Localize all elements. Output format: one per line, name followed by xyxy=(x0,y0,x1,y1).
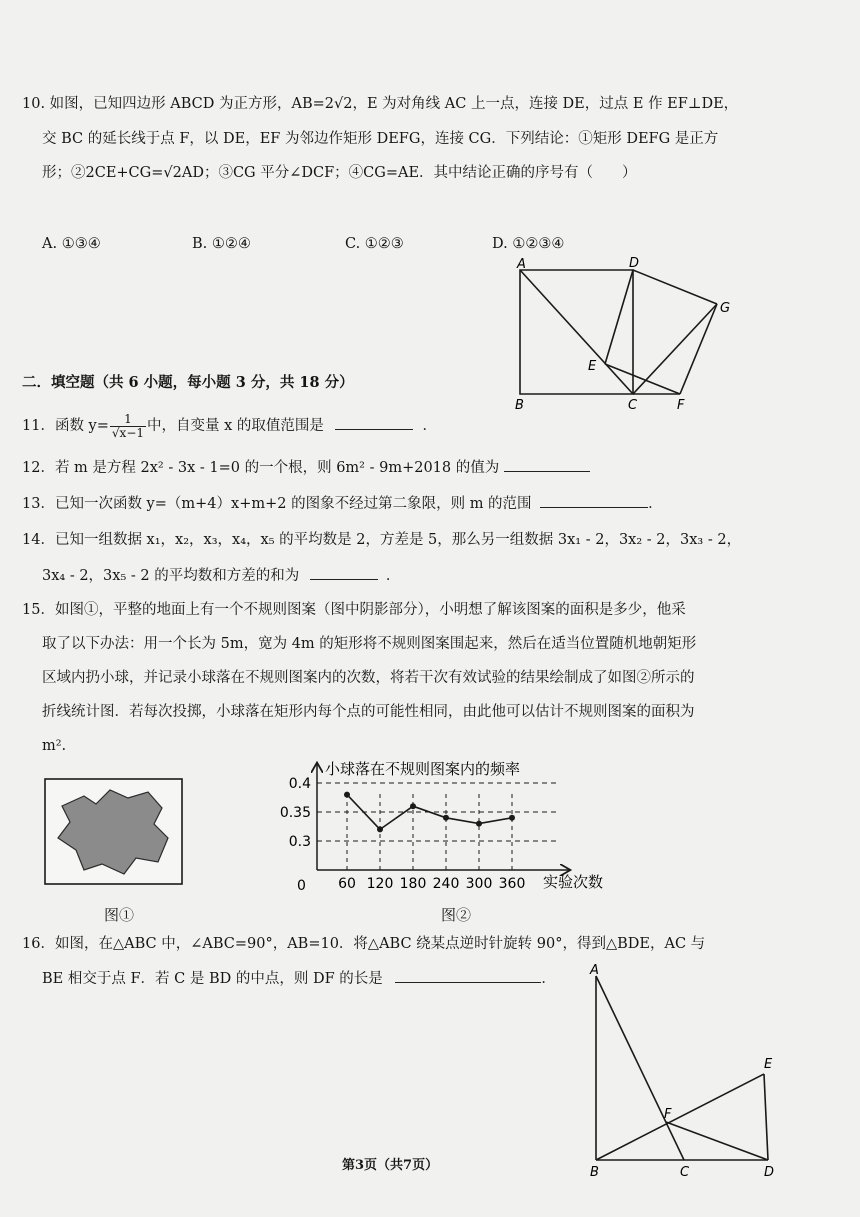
q10-label-f: F xyxy=(677,398,685,412)
q10-option-d: D. ①②③④ xyxy=(492,236,565,252)
q16-label-f: F xyxy=(664,1107,672,1122)
q10-label-e: E xyxy=(588,359,597,374)
chart-x-tick-label: 300 xyxy=(465,876,493,892)
q11-answer-blank xyxy=(335,415,413,430)
chart-data-point xyxy=(410,803,416,809)
q10-label-b: B xyxy=(515,398,524,412)
q13-answer-blank xyxy=(540,493,648,508)
q14-answer-blank xyxy=(310,565,378,580)
q12-text: 12．若 m 是方程 2x² - 3x - 1=0 的一个根，则 6m² - 9m+2018 的值为 xyxy=(22,460,500,476)
q13 xyxy=(22,493,663,514)
q15-figure2-caption: 图② xyxy=(441,906,472,924)
q15-line5: m². xyxy=(42,738,67,754)
q10-option-b: B. ①②④ xyxy=(192,236,251,252)
q10-label-d: D xyxy=(629,256,640,271)
q15-line4: 折线统计图．若每次投掷，小球落在矩形内每个点的可能性相同，由此他可以估计不规则图案的面积为 xyxy=(42,704,695,720)
chart-data-point xyxy=(476,821,482,827)
chart-title: 小球落在不规则图案内的频率 xyxy=(325,760,521,778)
chart-y-tick-label: 0.35 xyxy=(279,805,311,821)
q16-label-c: C xyxy=(680,1165,690,1180)
q10-label-c: C xyxy=(628,398,638,412)
q15-irregular-shape-figure xyxy=(44,778,184,886)
q16-line2: BE 相交于点 F．若 C 是 BD 的中点，则 DF 的长是 xyxy=(42,971,383,987)
q15-line3: 区域内扔小球，并记录小球落在不规则图案内的次数，将若干次有效试验的结果绘制成了如图②所示的 xyxy=(42,670,695,686)
q12-answer-blank xyxy=(504,457,590,472)
q11 xyxy=(22,412,437,440)
q15-frequency-line-chart xyxy=(275,758,620,898)
q13-text: 13．已知一次函数 y=（m+4）x+m+2 的图象不经过第二象限，则 m 的范围 xyxy=(22,496,532,512)
chart-x-tick-label: 180 xyxy=(399,876,427,892)
chart-data-point xyxy=(443,815,449,821)
q16-label-e: E xyxy=(764,1057,773,1072)
chart-y-tick-label: 0.3 xyxy=(288,834,311,850)
q12 xyxy=(22,457,590,478)
q14-line1: 14．已知一组数据 x₁，x₂，x₃，x₄，x₅ 的平均数是 2，方差是 5，那么另一组数据 3x₁ - 2，3x₂ - 2，3x₃ - 2， xyxy=(22,532,742,548)
q16-label-a: A xyxy=(590,963,599,978)
chart-origin-label: 0 xyxy=(297,878,306,894)
q10-label-g: G xyxy=(720,301,731,316)
q14-line2-wrap xyxy=(42,565,400,586)
chart-y-tick-label: 0.4 xyxy=(288,776,311,792)
q10-line1: 10. 如图，已知四边形 ABCD 为正方形，AB=2√2，E 为对角线 AC 上一点，连接 DE，过点 E 作 EF⊥DE， xyxy=(22,96,739,112)
q16-label-b: B xyxy=(590,1165,599,1180)
q16-end: ． xyxy=(541,971,556,987)
q11-end: ． xyxy=(422,418,438,434)
q15-figure1-caption: 图① xyxy=(104,906,135,924)
q16-triangle-figure xyxy=(584,962,784,1182)
chart-data-point xyxy=(344,792,350,798)
q10-line3: 形；②2CE+CG=√2AD；③CG 平分∠DCF；④CG=AE．其中结论正确的序号有（ ） xyxy=(42,165,637,181)
q13-end: ． xyxy=(648,496,663,512)
q11-numerator: 1 xyxy=(110,413,146,427)
q10-option-a: A. ①③④ xyxy=(42,236,101,252)
q16-line1: 16．如图，在△ABC 中，∠ABC=90°，AB=10．将△ABC 绕某点逆时针旋转 90°，得到△BDE，AC 与 xyxy=(22,936,706,952)
q16-line2-wrap xyxy=(42,968,556,989)
chart-x-tick-label: 240 xyxy=(432,876,460,892)
q15-line1: 15．如图①，平整的地面上有一个不规则图案（图中阴影部分），小明想了解该图案的面积是多少，他采 xyxy=(22,602,686,618)
page-footer: 第3页（共7页） xyxy=(342,1158,439,1173)
chart-x-label: 实验次数 xyxy=(543,873,604,891)
chart-x-tick-label: 360 xyxy=(498,876,526,892)
chart-x-tick-label: 120 xyxy=(366,876,394,892)
chart-x-tick-label: 60 xyxy=(338,876,356,892)
q15-line2: 取了以下办法：用一个长为 5m，宽为 4m 的矩形将不规则图案围起来，然后在适当位置随机地朝矩形 xyxy=(42,636,697,652)
q16-label-d: D xyxy=(764,1165,775,1180)
section-2-title: 二．填空题（共 6 小题，每小题 3 分，共 18 分） xyxy=(22,374,354,391)
q16-answer-blank xyxy=(395,968,541,983)
q11-denominator: √x−1 xyxy=(111,425,145,440)
chart-data-point xyxy=(509,815,515,821)
q10-line2: 交 BC 的延长线于点 F，以 DE，EF 为邻边作矩形 DEFG，连接 CG．下列结论：①矩形 DEFG 是正方 xyxy=(42,131,719,147)
q11-pre: 11．函数 y= xyxy=(22,418,109,434)
q10-option-c: C. ①②③ xyxy=(345,236,404,252)
q11-post: 中，自变量 x 的取值范围是 xyxy=(147,418,324,434)
q14-line2: 3x₄ - 2，3x₅ - 2 的平均数和方差的和为 xyxy=(42,568,300,584)
q14-end: ． xyxy=(385,568,401,584)
chart-data-point xyxy=(377,826,383,832)
q10-square-figure xyxy=(505,252,750,412)
q11-fraction xyxy=(110,413,146,440)
q10-label-a: A xyxy=(517,257,526,272)
